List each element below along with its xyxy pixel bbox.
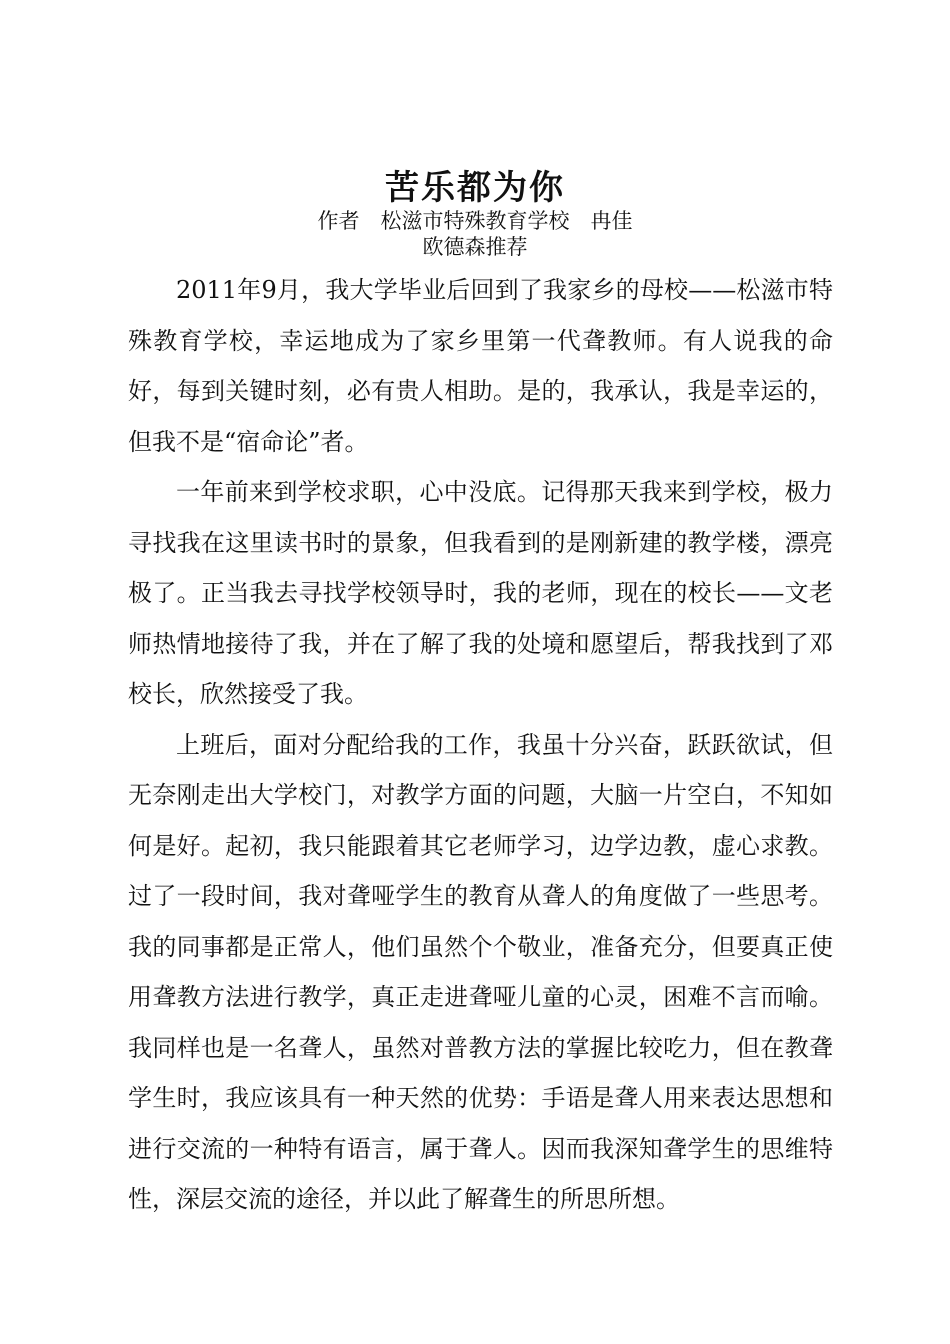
paragraph-2: 一年前来到学校求职，心中没底。记得那天我来到学校，极力寻找我在这里读书时的景象，但我看到的是刚新建的教学楼，漂亮极了。正当我去寻找学校领导时，我的老师，现在的校长——文老师热情地接待了我，并在了解了我的处境和愿望后，帮我找到了邓校长，欣然接受了我。 <box>128 478 833 708</box>
paragraph-1: 2011年9月，我大学毕业后回到了我家乡的母校——松滋市特殊教育学校，幸运地成为了家乡里第一代聋教师。有人说我的命好，每到关键时刻，必有贵人相助。是的，我承认，我是幸运的，但我不是“宿命论”者。 <box>128 276 833 456</box>
article-body <box>128 265 833 1225</box>
recommender-line: 欧德森推荐 <box>422 235 528 259</box>
paragraph-3: 上班后，面对分配给我的工作，我虽十分兴奋，跃跃欲试，但无奈刚走出大学校门，对教学方面的问题，大脑一片空白，不知如何是好。起初，我只能跟着其它老师学习，边学边教，虚心求教。过了一段时间，我对聋哑学生的教育从聋人的角度做了一些思考。我的同事都是正常人，他们虽然个个敬业，准备充分，但要真正使用聋教方法进行教学，真正走进聋哑儿童的心灵，困难不言而喻。我同样也是一名聋人，虽然对普教方法的掌握比较吃力，但在教聋学生时，我应该具有一种天然的优势：手语是聋人用来表达思想和进行交流的一种特有语言，属于聋人。因而我深知聋学生的思维特性，深层交流的途径，并以此了解聋生的所思所想。 <box>128 730 833 1213</box>
article-title: 苦乐都为你 <box>385 168 565 208</box>
author-byline: 作者 松滋市特殊教育学校 冉佳 <box>317 209 633 233</box>
